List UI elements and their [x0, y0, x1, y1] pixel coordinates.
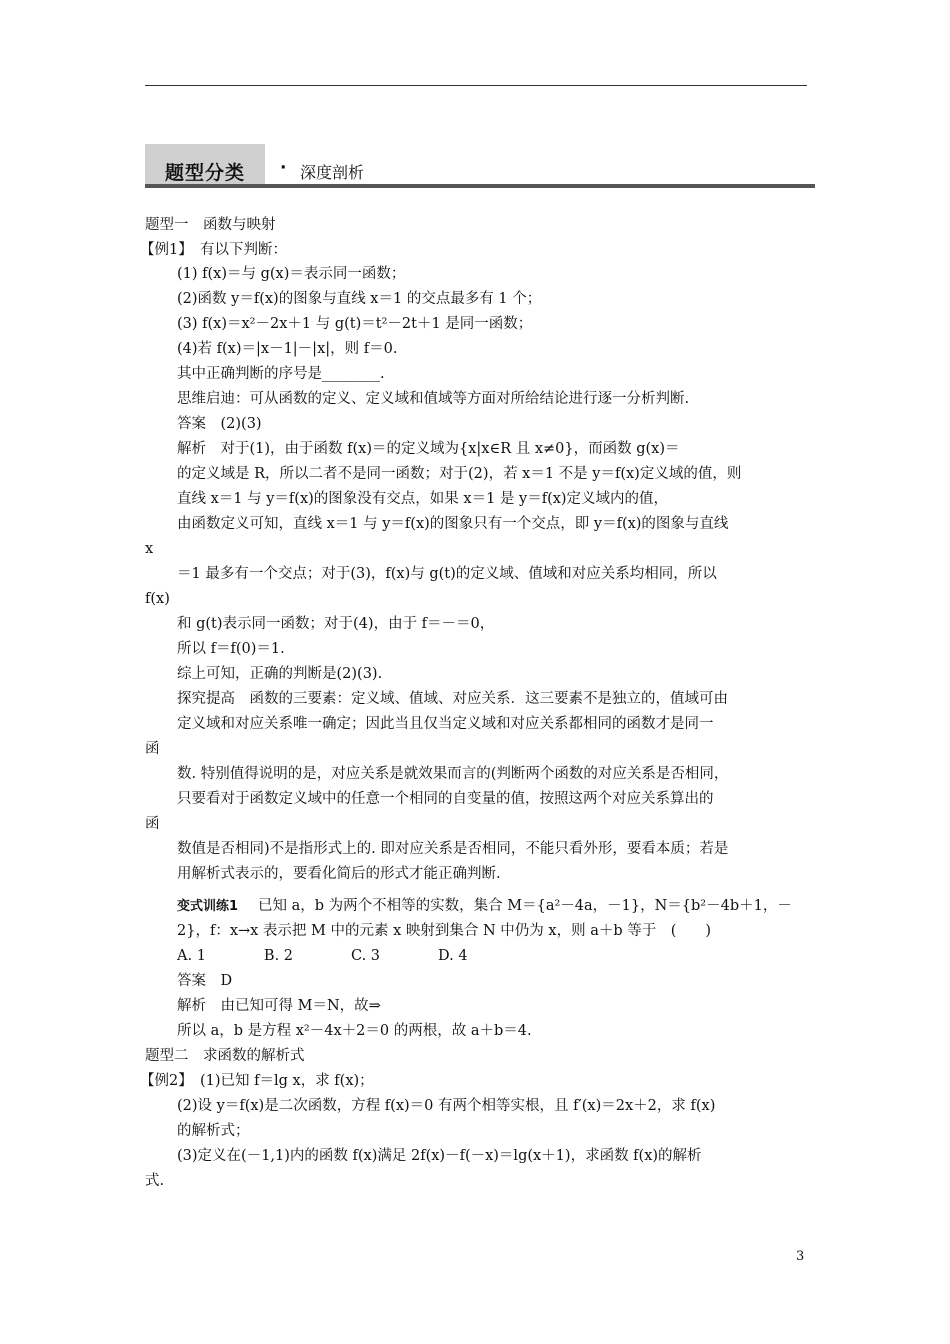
text-line: 综上可知，正确的判断是(2)(3). [177, 666, 383, 682]
text-line: 所以 a，b 是方程 x²－4x＋2＝0 的两根，故 a＋b＝4. [177, 1023, 532, 1039]
text-line: 的解析式； [177, 1123, 250, 1139]
text-line: 用解析式表示的，要看化简后的形式才能正确判断. [177, 866, 501, 882]
text-line: 解析 由已知可得 M＝N，故⇒ [177, 998, 381, 1014]
text-line: (2)设 y＝f(x)是二次函数，方程 f(x)＝0 有两个相等实根，且 f′(x)＝2x＋2，求 f(x) [177, 1098, 716, 1114]
text-line: (3) f(x)＝x²－2x＋1 与 g(t)＝t²－2t＋1 是同一函数； [177, 316, 533, 332]
text-line: 探究提高 函数的三要素：定义域、值域、对应关系．这三要素不是独立的，值域可由 [177, 691, 728, 707]
page-number: 3 [796, 1249, 805, 1264]
example-1-heading: 【例1】 有以下判断： [140, 242, 287, 258]
text-line: 其中正确判断的序号是________. [177, 366, 385, 382]
text-line: ＝1 最多有一个交点；对于(3)，f(x)与 g(t)的定义域、值域和对应关系均相同，所以 [177, 566, 717, 582]
example-2-heading: 【例2】 (1)已知 f＝lg x，求 f(x)； [140, 1073, 374, 1089]
top-rule [145, 85, 807, 86]
section-banner [145, 144, 815, 188]
choices-line: A. 1 B. 2 C. 3 D. 4 [177, 948, 468, 964]
text-line: 式. [145, 1173, 165, 1189]
text-line: 所以 f＝f(0)＝1. [177, 641, 285, 657]
text-line: f(x) [145, 591, 170, 607]
banner-rule [145, 184, 815, 188]
text-line: 和 g(t)表示同一函数；对于(4)，由于 f＝－＝0， [177, 616, 495, 632]
text-line: 只要看对于函数定义域中的任意一个相同的自变量的值，按照这两个对应关系算出的 [177, 791, 714, 807]
text-line: (3)定义在(－1,1)内的函数 f(x)满足 2f(x)－f(－x)＝lg(x＋1)，求函数 f(x)的解析 [177, 1148, 702, 1164]
text-line: 数. 特别值得说明的是，对应关系是就效果而言的(判断两个函数的对应关系是否相同， [177, 766, 729, 782]
section-title: 题型分类 [165, 162, 246, 184]
section-subtitle: 深度剖析 [300, 163, 365, 182]
topic-heading-1: 题型一 函数与映射 [145, 217, 276, 233]
text-line: 数值是否相同)不是指形式上的. 即对应关系是否相同，不能只看外形，要看本质；若是 [177, 841, 729, 857]
text-line: 函 [145, 816, 160, 832]
text-line: 思维启迪：可从函数的定义、定义域和值域等方面对所给结论进行逐一分析判断. [177, 391, 690, 407]
topic-heading-2: 题型二 求函数的解析式 [145, 1048, 305, 1064]
text-line: x [145, 541, 154, 557]
text-line: (2)函数 y＝f(x)的图象与直线 x＝1 的交点最多有 1 个； [177, 291, 542, 307]
text-line: 函 [145, 741, 160, 757]
answer-line: 答案 (2)(3) [177, 416, 262, 432]
answer-line: 答案 D [177, 973, 233, 989]
text-line: 定义域和对应关系唯一确定；因此当且仅当定义域和对应关系都相同的函数才是同一 [177, 716, 714, 732]
section-separator: · [280, 158, 287, 178]
variant-drill-label: 变式训练1 [177, 899, 239, 914]
text-line: 的定义域是 R，所以二者不是同一函数；对于(2)，若 x＝1 不是 y＝f(x)定义域的值，则 [177, 466, 742, 482]
text-line: 解析 对于(1)，由于函数 f(x)＝的定义域为{x|x∈R 且 x≠0}，而函数 g(x)＝ [177, 441, 680, 457]
text-line: 由函数定义可知，直线 x＝1 与 y＝f(x)的图象只有一个交点，即 y＝f(x)的图象与直线 [177, 516, 729, 532]
text-line: 已知 a，b 为两个不相等的实数，集合 M＝{a²－4a，－1}，N＝{b²－4b＋1，－ [258, 898, 792, 914]
text-line: 直线 x＝1 与 y＝f(x)的图象没有交点，如果 x＝1 是 y＝f(x)定义域内的值， [177, 491, 669, 507]
text-line: 2}，f：x→x 表示把 M 中的元素 x 映射到集合 N 中仍为 x，则 a＋b 等于 ( ) [177, 923, 712, 939]
text-line: (1) f(x)＝与 g(x)＝表示同一函数； [177, 266, 406, 282]
text-line: (4)若 f(x)＝|x－1|－|x|，则 f＝0. [177, 341, 398, 357]
